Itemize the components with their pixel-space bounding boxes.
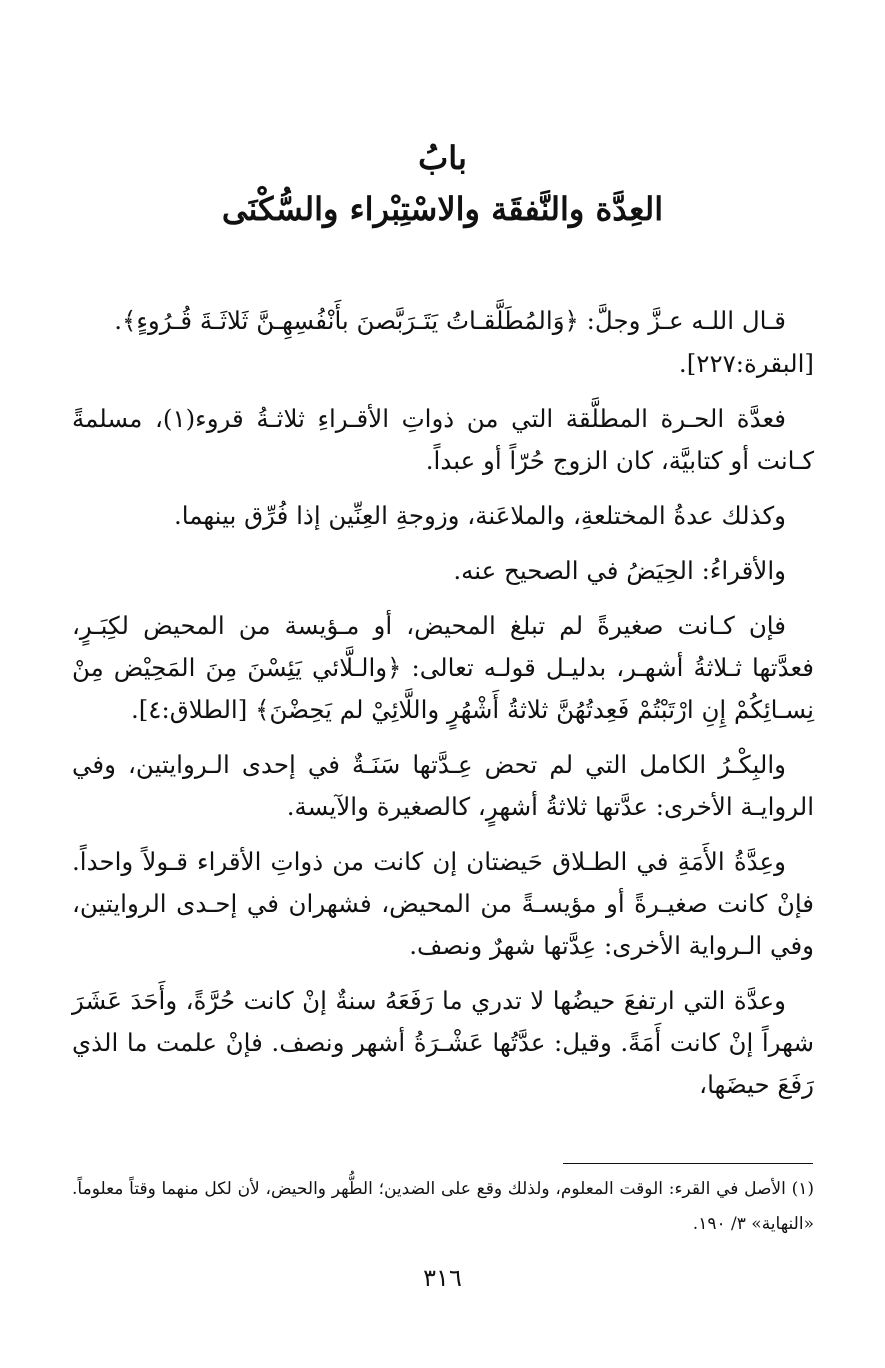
- paragraph-khul: وكذلك عدةُ المختلعةِ، والملاعَنة، وزوجةِ العِنِّين إذا فُرِّق بينهما.: [173, 501, 786, 530]
- paragraph-free-divorcee: فعدَّة الحـرة المطلَّقة التي من ذواتِ الأقـراءِ ثلاثـةُ قروء(١)، مسلمةً كـانت أو كتابيَّة، كان الزوج حُرّاً أو عبداً.: [72, 404, 814, 475]
- paragraph-ceased-menses: وعدَّة التي ارتفعَ حيضُها لا تدري ما رَفَعَهُ سنةٌ إنْ كانت حُرَّةً، وأَحَدَ عَشَرَ شهراً إنْ كانت أَمَةً. وقيل: عدَّتُها عَشْـرَةُ أشهر ونصف. فإنْ علمت ما الذي رَفَعَ حيضَها،: [72, 986, 814, 1099]
- paragraph-virgin: والبِكْـرُ الكامل التي لم تحض عِـدَّتها سَنَـةٌ في إحدى الـروايتين، وفي الروايـة الأخرى: عدَّتها ثلاثةُ أشهرٍ، كالصغيرة والآيسة.: [72, 750, 814, 821]
- paragraph-aqra: والأقراءُ: الحِيَضُ في الصحيح عنه.: [453, 556, 786, 585]
- paragraph-young-menopausal: فإن كـانت صغيرةً لم تبلغ المحيض، أو مـؤيسة من المحيض لكِبَـرٍ، فعدَّتها ثـلاثةُ أشهـر، بدليـل قولـه تعالى: ﴿والـلَّائي يَئِسْنَ مِنَ المَحِيْض مِنْ نِسـائِكُمْ إِنِ ارْتَبْتُمْ فَعِدتُهُنَّ ثلاثةُ أَشْهُرٍ واللَّائِيْ لم يَحِضْنَ﴾ [الطلاق:٤].: [72, 611, 814, 724]
- footnote-divider: [563, 1163, 813, 1164]
- paragraph-verse: قـال اللـه عـزَّ وجلَّ: ﴿وَالمُطَلَّقـاتُ يَتَـرَبَّصنَ بأَنْفُسِهِـنَّ ثَلاثَـةَ قُـرُوءٍ﴾.: [114, 306, 786, 335]
- paragraph-slave-woman: وعِدَّةُ الأَمَةِ في الطـلاق حَيضتان إن كانت من ذواتِ الأقراء قـولاً واحداً. فإنْ كانت صغيـرةً أو مؤيسـةً من المحيض، فشهران في إحـدى الروايتين، وفي الـرواية الأخرى: عِدَّتها شهرٌ ونصف.: [72, 847, 814, 960]
- chapter-label: بابُ: [418, 139, 467, 177]
- body-text: [72, 300, 814, 1119]
- quran-reference: [البقرة:٢٢٧].: [678, 349, 814, 378]
- chapter-title: العِدَّة والنَّفقَة والاسْتِبْراء والسُّكْنَى: [221, 190, 664, 228]
- page-number: ٣١٦: [423, 1264, 462, 1292]
- footnote: (١) الأصل في القرء: الوقت المعلوم، ولذلك وقع على الضدين؛ الطُّهر والحيض، لأن لكل منهما وقتاً معلوماً. «النهاية» ٣/ ١٩٠.: [72, 1179, 814, 1234]
